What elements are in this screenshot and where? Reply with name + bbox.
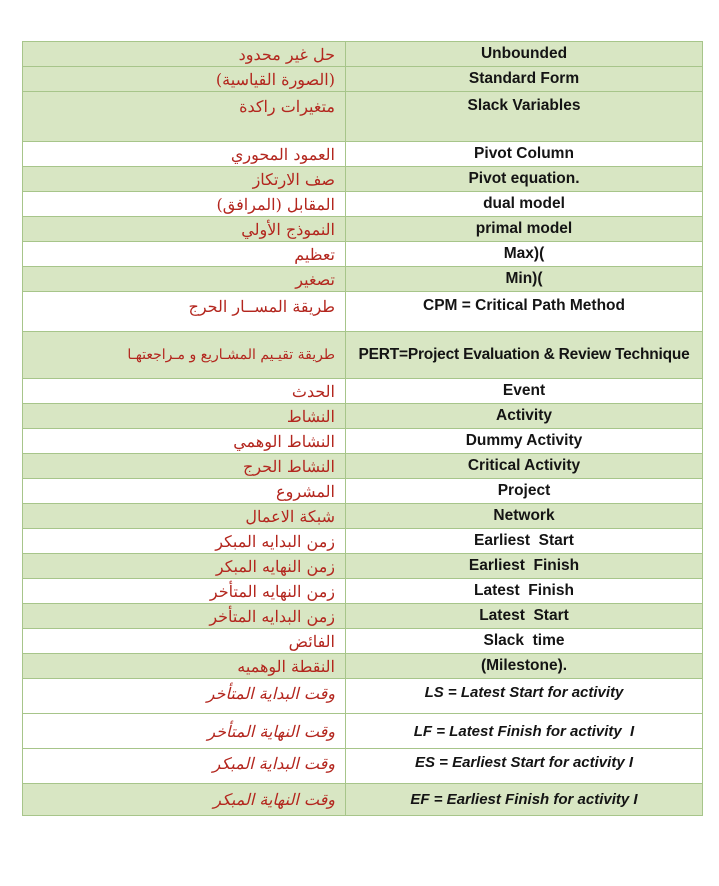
arabic-term: النشاط <box>23 404 346 429</box>
english-term: (Milestone). <box>346 654 703 679</box>
arabic-term: طريقة المســار الحرج <box>23 292 346 332</box>
english-term: Project <box>346 479 703 504</box>
arabic-term: زمن النهايه المتأخر <box>23 579 346 604</box>
english-term: PERT=Project Evaluation & Review Technique <box>346 332 703 379</box>
english-term: Min)( <box>346 267 703 292</box>
english-term: Critical Activity <box>346 454 703 479</box>
arabic-term: تصغير <box>23 267 346 292</box>
table-row <box>23 529 703 554</box>
table-row <box>23 404 703 429</box>
table-row <box>23 504 703 529</box>
english-term: EF = Earliest Finish for activity I <box>346 784 703 816</box>
arabic-term: الفائض <box>23 629 346 654</box>
table-row <box>23 479 703 504</box>
english-term: Slack time <box>346 629 703 654</box>
arabic-term: تعظيم <box>23 242 346 267</box>
arabic-term: وقت النهاية المتأخر <box>23 714 346 749</box>
arabic-term: العمود المحوري <box>23 142 346 167</box>
english-term: Latest Start <box>346 604 703 629</box>
english-term: primal model <box>346 217 703 242</box>
arabic-term: النموذج الأولي <box>23 217 346 242</box>
table-row <box>23 629 703 654</box>
english-term: Dummy Activity <box>346 429 703 454</box>
table-row <box>23 42 703 67</box>
arabic-term: الحدث <box>23 379 346 404</box>
arabic-term: حل غير محدود <box>23 42 346 67</box>
table-row <box>23 654 703 679</box>
arabic-term: زمن النهايه المبكر <box>23 554 346 579</box>
table-row <box>23 679 703 714</box>
glossary-table <box>22 41 703 816</box>
english-term: Unbounded <box>346 42 703 67</box>
arabic-term: وقت النهاية المبكر <box>23 784 346 816</box>
english-term: Earliest Finish <box>346 554 703 579</box>
english-term: dual model <box>346 192 703 217</box>
table-row <box>23 267 703 292</box>
english-term: Max)( <box>346 242 703 267</box>
english-term: Slack Variables <box>346 92 703 142</box>
table-row <box>23 714 703 749</box>
english-term: LF = Latest Finish for activity I <box>346 714 703 749</box>
arabic-term: (الصورة القياسية) <box>23 67 346 92</box>
table-row <box>23 749 703 784</box>
arabic-term: وقت البداية المبكر <box>23 749 346 784</box>
arabic-term: زمن البدايه المتأخر <box>23 604 346 629</box>
arabic-term: النشاط الوهمي <box>23 429 346 454</box>
english-term: ES = Earliest Start for activity I <box>346 749 703 784</box>
table-row <box>23 604 703 629</box>
english-term: Standard Form <box>346 67 703 92</box>
arabic-term: زمن البدايه المبكر <box>23 529 346 554</box>
table-row <box>23 454 703 479</box>
arabic-term: متغيرات راكدة <box>23 92 346 142</box>
table-row <box>23 192 703 217</box>
table-row <box>23 379 703 404</box>
table-row <box>23 67 703 92</box>
table-row <box>23 429 703 454</box>
table-row <box>23 292 703 332</box>
arabic-term: النقطة الوهميه <box>23 654 346 679</box>
english-term: LS = Latest Start for activity <box>346 679 703 714</box>
arabic-term: النشاط الحرج <box>23 454 346 479</box>
arabic-term: المشروع <box>23 479 346 504</box>
english-term: Earliest Start <box>346 529 703 554</box>
table-row <box>23 332 703 379</box>
arabic-term: وقت البداية المتأخر <box>23 679 346 714</box>
table-row <box>23 579 703 604</box>
arabic-term: المقابل (المرافق) <box>23 192 346 217</box>
arabic-term: طريقة تقيـيم المشـاريع و مـراجعتهـا <box>23 332 346 379</box>
table-row <box>23 554 703 579</box>
table-row <box>23 142 703 167</box>
english-term: CPM = Critical Path Method <box>346 292 703 332</box>
english-term: Network <box>346 504 703 529</box>
english-term: Latest Finish <box>346 579 703 604</box>
table-row <box>23 92 703 142</box>
english-term: Pivot Column <box>346 142 703 167</box>
table-row <box>23 167 703 192</box>
english-term: Pivot equation. <box>346 167 703 192</box>
table-row <box>23 242 703 267</box>
arabic-term: شبكة الاعمال <box>23 504 346 529</box>
table-row <box>23 217 703 242</box>
table-row <box>23 784 703 816</box>
english-term: Event <box>346 379 703 404</box>
english-term: Activity <box>346 404 703 429</box>
arabic-term: صف الارتكاز <box>23 167 346 192</box>
